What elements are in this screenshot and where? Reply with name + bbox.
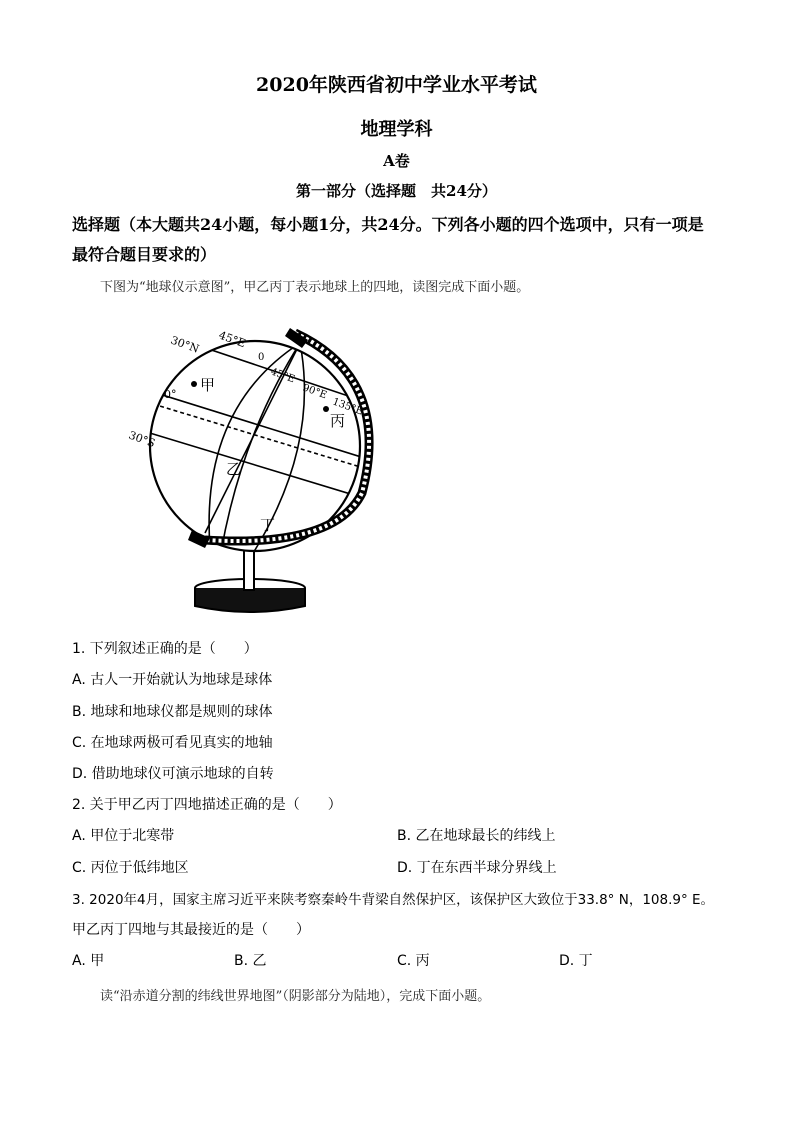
question-1-option-b[interactable]: B. 地球和地球仪都是规则的球体 (72, 704, 273, 720)
stand-base (195, 588, 305, 612)
subject-title: 地理学科 (360, 119, 433, 140)
point-bing (323, 406, 329, 412)
next-figure-intro: 读“沿赤道分割的纬线世界地图”（阴影部分为陆地），完成下面小题。 (100, 989, 491, 1004)
question-3-option-a[interactable]: A. 甲 (72, 953, 105, 969)
instructions-line1: 选择题（本大题共24小题，每小题1分，共24分。下列各小题的四个选项中，只有一项是 (72, 215, 704, 234)
exam-title: 2020年陕西省初中学业水平考试 (256, 74, 537, 96)
label-30s: 30°S (126, 428, 157, 451)
question-1-option-d[interactable]: D. 借助地球仪可演示地球的自转 (72, 766, 274, 782)
label-jia: 甲 (200, 376, 216, 394)
question-2-stem: 2. 关于甲乙丙丁四地描述正确的是（ ） (72, 797, 342, 813)
volume-label: A卷 (383, 152, 410, 170)
point-jia (191, 381, 197, 387)
figure-intro: 下图为“地球仪示意图”，甲乙丙丁表示地球上的四地，读图完成下面小题。 (100, 280, 530, 295)
question-1-option-a[interactable]: A. 古人一开始就认为地球是球体 (72, 672, 273, 688)
label-yi: 乙 (226, 460, 242, 478)
label-45e-top: 45°E (216, 328, 248, 351)
question-3-stem-line1: 3. 2020年4月，国家主席习近平来陕考察秦岭牛背梁自然保护区，该保护区大致位于33.8° N，108.9° E。 (72, 892, 715, 908)
question-3-option-c[interactable]: C. 丙 (397, 953, 430, 969)
label-bing: 丙 (330, 412, 346, 430)
question-2-option-a[interactable]: A. 甲位于北寒带 (72, 828, 175, 844)
question-1-option-c[interactable]: C. 在地球两极可看见真实的地轴 (72, 735, 273, 751)
question-1-stem: 1. 下列叙述正确的是（ ） (72, 641, 258, 657)
question-2-option-c[interactable]: C. 丙位于低纬地区 (72, 860, 189, 876)
part-heading: 第一部分（选择题 共24分） (296, 182, 497, 200)
label-135e: 135°E (330, 396, 365, 418)
question-3-stem-line2: 甲乙丙丁四地与其最接近的是（ ） (72, 922, 310, 938)
label-30n: 30°N (168, 333, 201, 356)
label-zero-top: 0 (258, 352, 265, 363)
label-equator: 0° (164, 388, 177, 401)
question-3-option-d[interactable]: D. 丁 (559, 953, 593, 969)
question-2-option-d[interactable]: D. 丁在东西半球分界线上 (397, 860, 557, 876)
globe-figure (126, 318, 390, 618)
label-45e: 45°E (268, 366, 297, 386)
question-2-option-b[interactable]: B. 乙在地球最长的纬线上 (397, 828, 556, 844)
stand-post (244, 550, 254, 590)
instructions-line2: 最符合题目要求的） (72, 245, 217, 264)
label-90e: 90°E (300, 382, 329, 402)
question-3-option-b[interactable]: B. 乙 (234, 953, 267, 969)
label-ding: 丁 (260, 516, 276, 534)
